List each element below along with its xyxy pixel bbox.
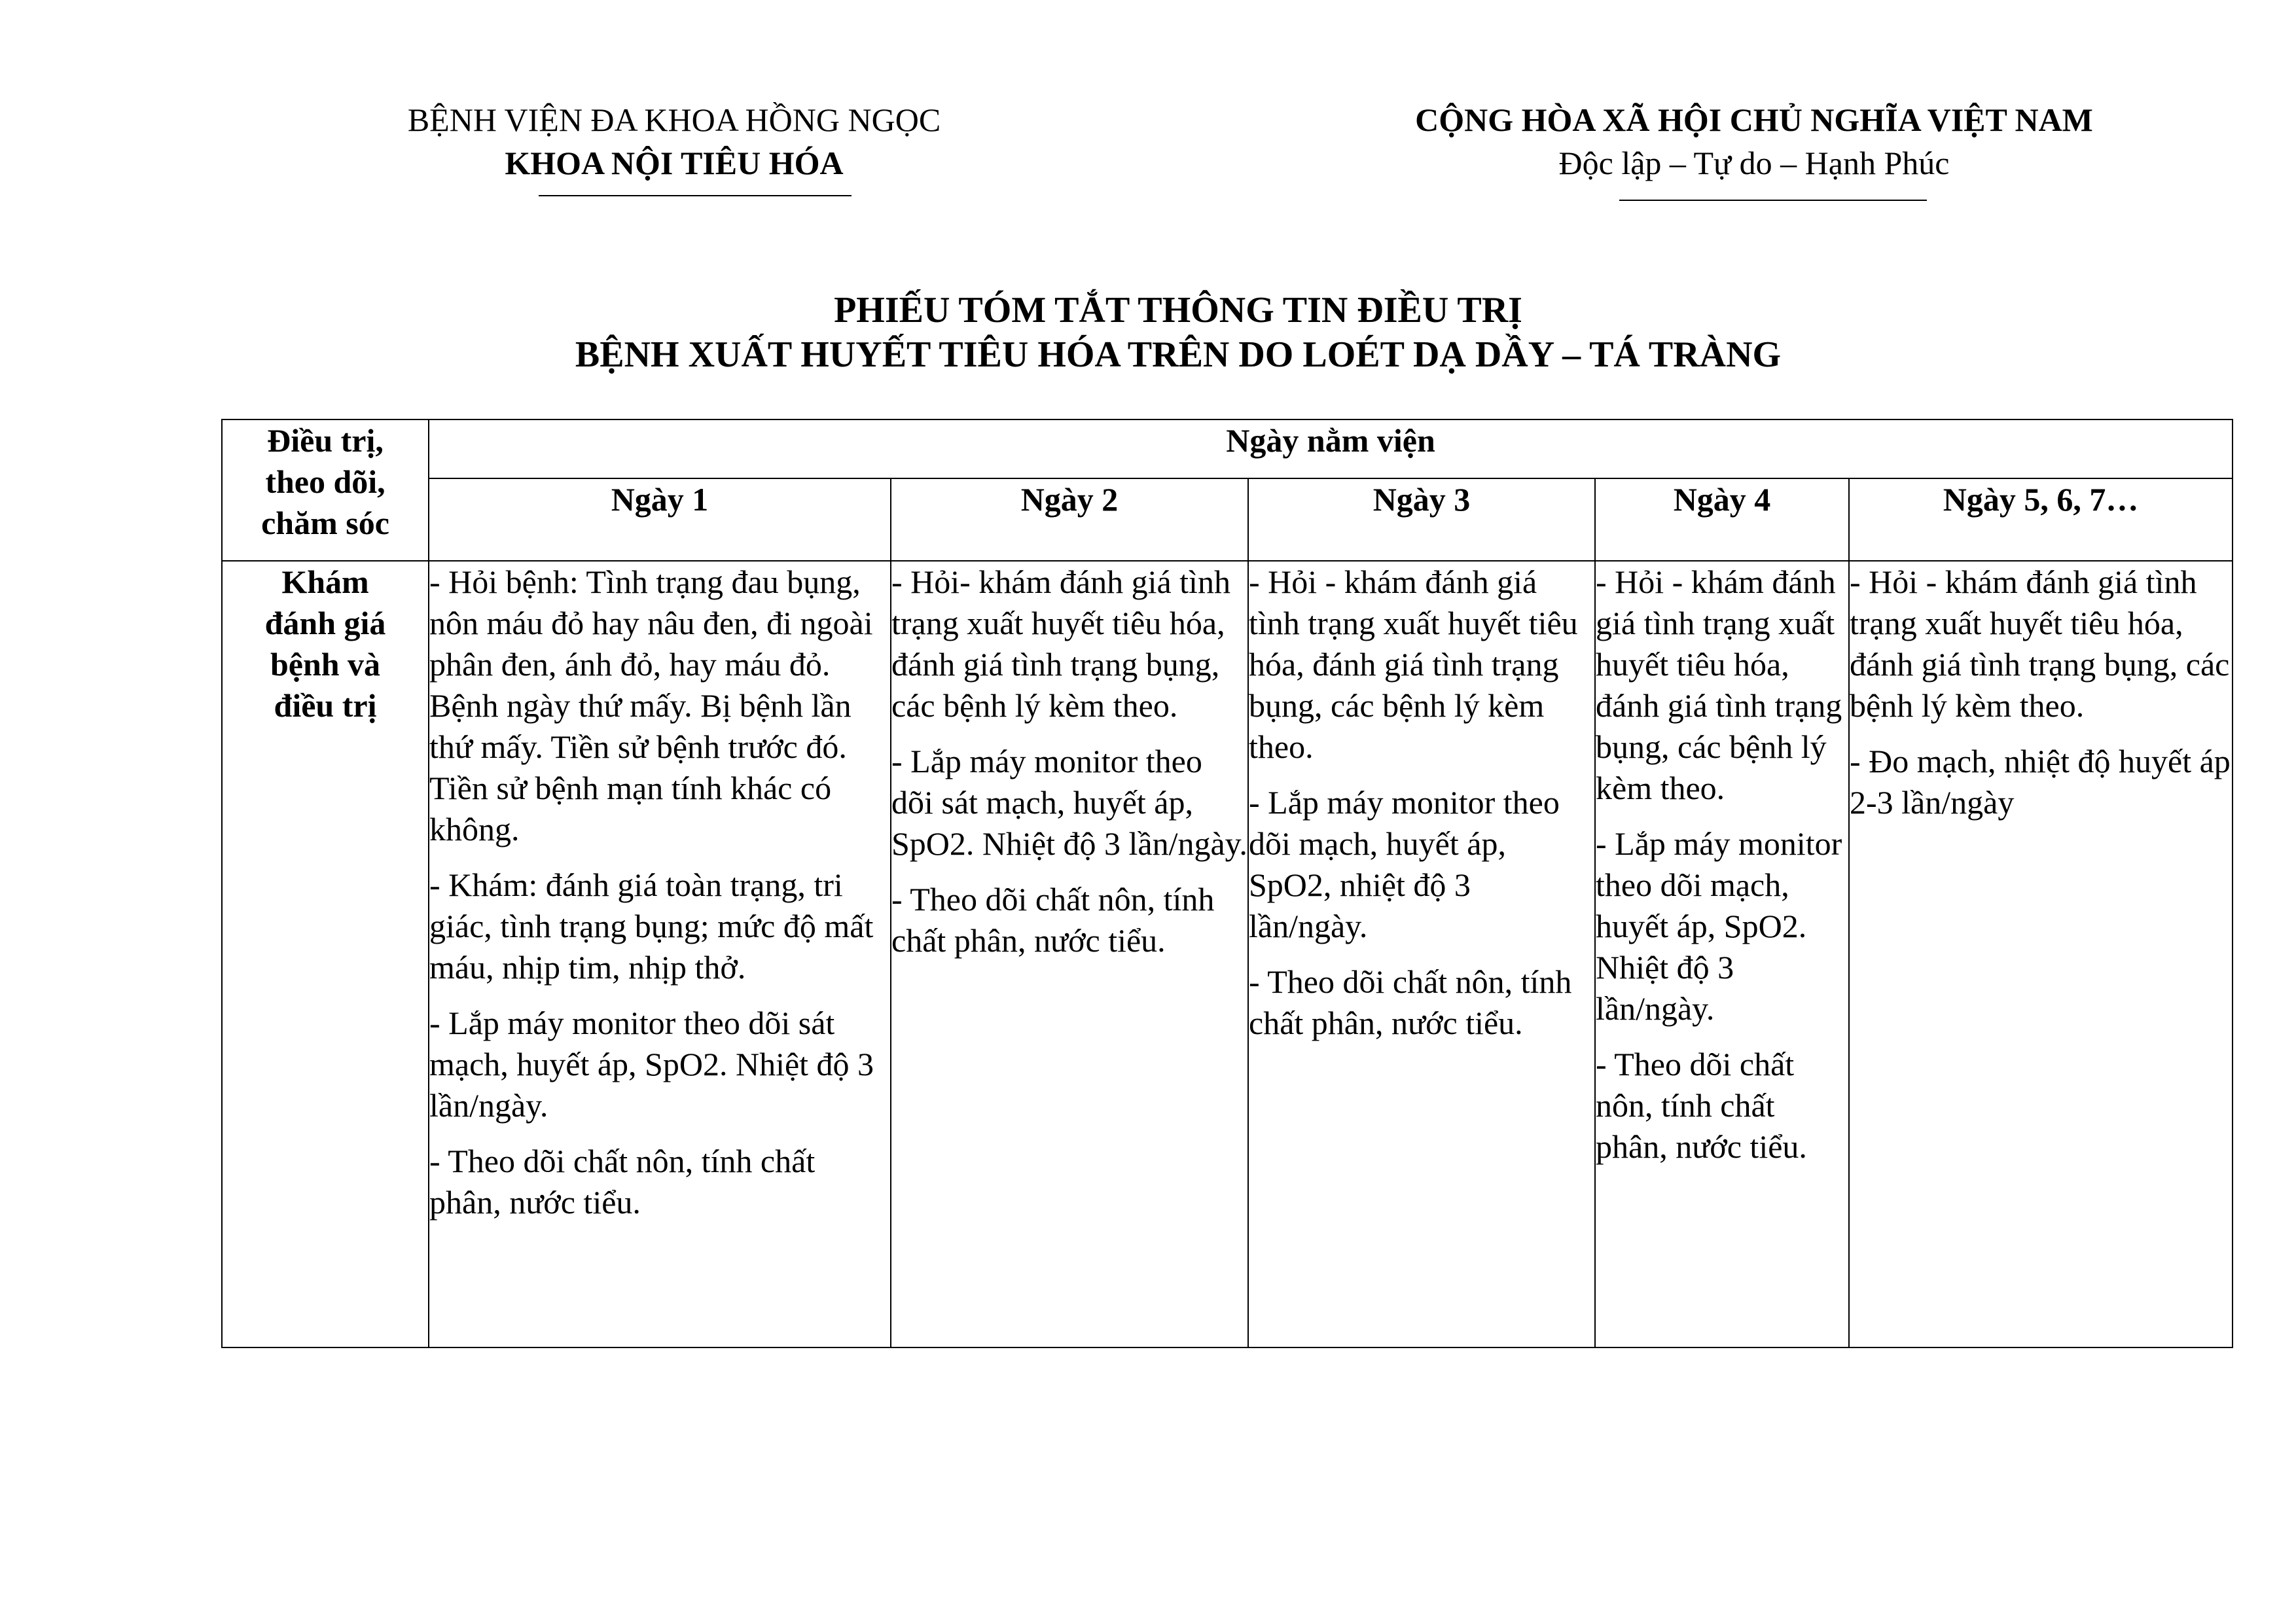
- row-label-line: bệnh và: [270, 646, 381, 683]
- day-5-plus-cell: [1849, 561, 2233, 1347]
- day-4-item: - Lắp máy monitor theo dõi mạch, huyết áp, SpO2. Nhiệt độ 3 lần/ngày.: [1596, 825, 1842, 1027]
- day-2-item: - Lắp máy monitor theo dõi sát mạch, huyết áp, SpO2. Nhiệt độ 3 lần/ngày.: [891, 743, 1247, 862]
- treatment-table: [221, 419, 2233, 1348]
- document-title-line-2: BỆNH XUẤT HUYẾT TIÊU HÓA TRÊN DO LOÉT DẠ DẦY – TÁ TRÀNG: [575, 334, 1782, 375]
- row-label-line: đánh giá: [264, 605, 386, 641]
- day-header-3: Ngày 3: [1248, 478, 1595, 561]
- day-1-item: - Hỏi bệnh: Tình trạng đau bụng, nôn máu đỏ hay nâu đen, đi ngoài phân đen, ánh đỏ, hay máu đỏ. Bệnh ngày thứ mấy. Bị bệnh lần thứ mấy. Tiền sử bệnh trước đó. Tiền sử bệnh mạn tính khác có không.: [429, 563, 873, 847]
- hospital-header: [367, 98, 982, 185]
- row-header-line: Điều trị,: [267, 422, 384, 459]
- national-motto: Độc lập – Tự do – Hạnh Phúc: [1558, 145, 1950, 181]
- row-header-line: chăm sóc: [261, 505, 389, 541]
- day-header-5-plus: Ngày 5, 6, 7…: [1849, 478, 2233, 561]
- day-4-cell: [1595, 561, 1849, 1347]
- day-1-item: - Khám: đánh giá toàn trạng, tri giác, tình trạng bụng; mức độ mất máu, nhịp tim, nhịp thở.: [429, 866, 874, 986]
- national-header: [1368, 98, 2140, 185]
- table-row: [222, 561, 2233, 1347]
- hospital-name: BỆNH VIỆN ĐA KHOA HỒNG NGỌC: [407, 101, 941, 138]
- row-label-cell: [222, 561, 429, 1347]
- day-3-item: - Hỏi - khám đánh giá tình trạng xuất huyết tiêu hóa, đánh giá tình trạng bụng, các bệnh lý kèm theo.: [1249, 563, 1578, 765]
- hospital-days-header: Ngày nằm viện: [429, 419, 2233, 478]
- day-1-item: - Lắp máy monitor theo dõi sát mạch, huyết áp, SpO2. Nhiệt độ 3 lần/ngày.: [429, 1005, 874, 1124]
- day-3-cell: [1248, 561, 1595, 1347]
- day-header-2: Ngày 2: [891, 478, 1248, 561]
- department-name: KHOA NỘI TIÊU HÓA: [505, 145, 844, 181]
- document-title-line-1: PHIẾU TÓM TẮT THÔNG TIN ĐIỀU TRỊ: [834, 290, 1522, 330]
- day-5-plus-item: - Đo mạch, nhiệt độ huyết áp 2-3 lần/ngày: [1850, 743, 2231, 821]
- day-header-4: Ngày 4: [1595, 478, 1849, 561]
- table-header-row: [222, 419, 2233, 478]
- day-2-item: - Theo dõi chất nôn, tính chất phân, nước tiểu.: [891, 881, 1215, 959]
- day-4-item: - Theo dõi chất nôn, tính chất phân, nước tiểu.: [1596, 1046, 1807, 1165]
- day-5-plus-item: - Hỏi - khám đánh giá tình trạng xuất huyết tiêu hóa, đánh giá tình trạng bụng, các bệnh lý kèm theo.: [1850, 563, 2230, 724]
- national-title: CỘNG HÒA XÃ HỘI CHỦ NGHĨA VIỆT NAM: [1415, 101, 2093, 138]
- national-header-divider: [1619, 200, 1927, 201]
- day-3-item: - Lắp máy monitor theo dõi mạch, huyết áp, SpO2, nhiệt độ 3 lần/ngày.: [1249, 784, 1560, 944]
- row-header-cell: [222, 419, 429, 561]
- row-label-line: Khám: [281, 563, 369, 600]
- day-2-cell: [891, 561, 1248, 1347]
- day-1-item: - Theo dõi chất nôn, tính chất phân, nước tiểu.: [429, 1143, 816, 1221]
- hospital-header-divider: [539, 195, 852, 196]
- day-4-item: - Hỏi - khám đánh giá tình trạng xuất huyết tiêu hóa, đánh giá tình trạng bụng, các bệnh lý kèm theo.: [1596, 563, 1842, 806]
- day-3-item: - Theo dõi chất nôn, tính chất phân, nước tiểu.: [1249, 963, 1572, 1041]
- row-label-line: điều trị: [274, 687, 377, 724]
- row-header-line: theo dõi,: [265, 463, 386, 500]
- document-title: [196, 288, 2160, 377]
- day-header-1: Ngày 1: [429, 478, 891, 561]
- day-1-cell: [429, 561, 891, 1347]
- day-header-row: [222, 478, 2233, 561]
- day-2-item: - Hỏi- khám đánh giá tình trạng xuất huyết tiêu hóa, đánh giá tình trạng bụng, các bệnh lý kèm theo.: [891, 563, 1230, 724]
